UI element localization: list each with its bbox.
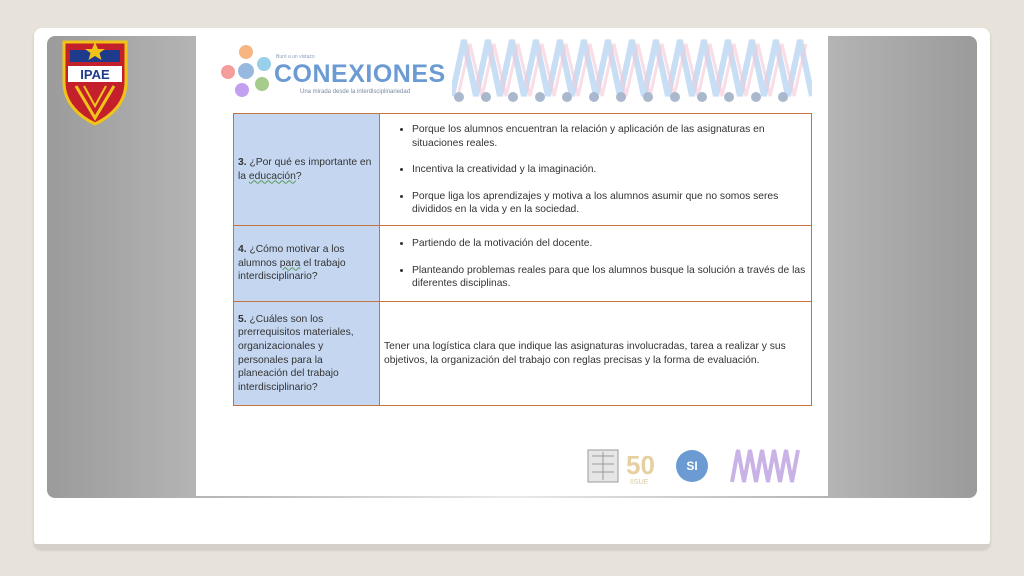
- answer-cell: [380, 302, 812, 406]
- question-number: 3.: [238, 156, 247, 168]
- slide-shadow: [34, 544, 990, 550]
- question-cell: [234, 302, 380, 406]
- question-text-underlined: educación: [248, 170, 296, 182]
- question-text-underlined: para: [279, 257, 301, 269]
- table-row: [234, 226, 812, 302]
- answer-bullet: • Planteando problemas reales para que los alumnos busque la solución a través de las diferentes disciplinas.: [412, 264, 807, 291]
- answer-list: [384, 237, 807, 291]
- question-text: ¿Por qué es importante en la: [238, 156, 372, 182]
- brand-title: CONEXIONES: [274, 60, 446, 88]
- answer-bullet: • Incentiva la creatividad y la imaginación.: [412, 163, 807, 177]
- decorative-dots: [452, 90, 812, 104]
- answer-bullet: • Porque liga los aprendizajes y motiva a los alumnos asumir que no somos seres divididos en la vida y en la sociedad.: [412, 190, 807, 217]
- answer-bullet: • Porque los alumnos encuentran la relación y aplicación de las asignaturas en situaciones reales.: [412, 123, 807, 150]
- footer-logos: [586, 444, 806, 486]
- si-badge-text: SI: [686, 459, 698, 473]
- question-cell: [234, 114, 380, 226]
- table-row: [234, 302, 812, 406]
- answer-cell: [380, 226, 812, 302]
- question-text-end: el trabajo interdisciplinario?: [238, 257, 346, 283]
- table-row: [234, 114, 812, 226]
- brand-tagline-top: Buró a un vistazo: [276, 54, 315, 60]
- logo-text: IPAE: [80, 67, 110, 82]
- qa-table: [233, 113, 812, 406]
- document-page: [196, 36, 828, 496]
- question-text: ¿Cómo motivar a los alumnos: [238, 244, 345, 269]
- question-number: 5.: [238, 313, 247, 325]
- anniversary-subtext: IISUE: [630, 479, 649, 486]
- conexiones-molecule-icon: [218, 44, 274, 100]
- brand-subtitle: Una mirada desde la interdisciplinariedad: [300, 89, 411, 95]
- answer-text: Tener una logística clara que indique las asignaturas involucradas, tarea a realizar y sus objetivos, la organización del trabajo con reglas precisas y la forma de evaluación.: [384, 340, 786, 366]
- question-text-end: ?: [295, 170, 302, 182]
- answer-bullet: • Partiendo de la motivación del docente.: [412, 237, 807, 251]
- question-text: ¿Cuáles son los prerrequisitos materiales, organizacionales y personales para la planeación del trabajo interdisciplinario?: [238, 313, 354, 393]
- zigzag-mini-logo: [732, 450, 798, 482]
- anniversary-50-logo: 50: [626, 450, 655, 480]
- question-number: 4.: [238, 244, 247, 256]
- ipae-shield-logo: [56, 36, 134, 126]
- answer-list: [384, 123, 807, 217]
- answer-cell: [380, 114, 812, 226]
- question-cell: [234, 226, 380, 302]
